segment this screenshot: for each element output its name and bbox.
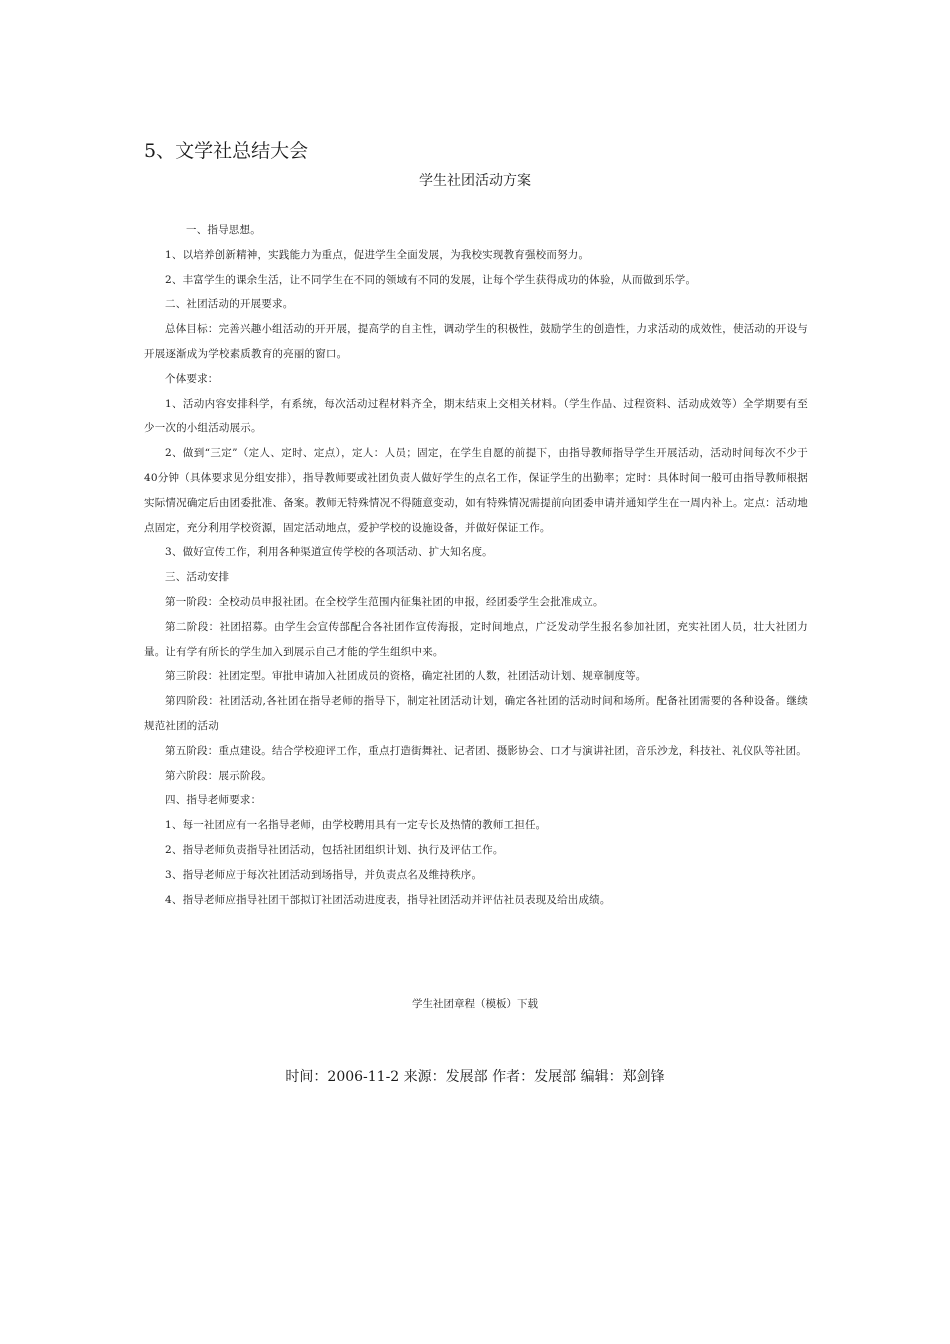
article-meta xyxy=(0,1067,950,1087)
meta-time: 时间：2006-11-2 xyxy=(285,1069,400,1085)
section-heading-requirements: 二、社团活动的开展要求。 xyxy=(165,298,294,311)
paragraph: 第一阶段：全校动员申报社团。在全校学生范围内征集社团的申报，经团委学生会批准成立。 xyxy=(165,595,604,608)
section-heading-teacher-requirements: 四、指导老师要求： xyxy=(165,794,262,807)
paragraph: 总体目标：完善兴趣小组活动的开开展，提高学的自主性，调动学生的积极性，鼓励学生的创造性，力求活动的成效性，使活动的开设与开展逐渐成为学校素质教育的亮丽的窗口。 xyxy=(144,323,808,360)
paragraph: 第三阶段：社团定型。审批申请加入社团成员的资格，确定社团的人数，社团活动计划、规章制度等。 xyxy=(165,670,647,683)
paragraph: 第五阶段：重点建设。结合学校迎评工作，重点打造街舞社、记者团、摄影协会、口才与演讲社团，音乐沙龙，科技社、礼仪队等社团。 xyxy=(165,744,807,757)
paragraph: 2、做到“三定”（定人、定时、定点），定人：人员；固定，在学生自愿的前提下，由指导教师指导学生开展活动，活动时间每次不少于40分钟（具体要求见分组安排），指导教师要或社团负责人做好学生的点名工作，保证学生的出勤率；定时：具体时间一般可由指导教师根据实际情况确定后由团委批准、备案。教师无特殊情况不得随意变动，如有特殊情况需提前向团委申请并通知学生在一周内补上。定点：活动地点固定，充分利用学校资源，固定活动地点，爱护学校的设施设备，并做好保证工作。 xyxy=(144,447,808,534)
paragraph: 1、每一社团应有一名指导老师，由学校聘用具有一定专长及热情的教师工担任。 xyxy=(165,819,547,832)
meta-editor: 编辑：郑剑锋 xyxy=(580,1069,665,1085)
section-heading-schedule: 三、活动安排 xyxy=(165,571,230,584)
meta-source: 来源：发展部 xyxy=(403,1069,488,1085)
section-heading: 5、文学社总结大会 xyxy=(144,140,309,162)
paragraph: 3、指导老师应于每次社团活动到场指导，并负责点名及维持秩序。 xyxy=(165,868,483,881)
paragraph: 个体要求： xyxy=(165,372,219,385)
paragraph: 4、指导老师应指导社团干部拟订社团活动进度表，指导社团活动并评估社员表现及给出成绩。 xyxy=(165,893,611,906)
paragraph: 1、活动内容安排科学，有系统，每次活动过程材料齐全，期末结束上交相关材料。（学生作品、过程资料、活动成效等）全学期要有至少一次的小组活动展示。 xyxy=(144,397,808,435)
paragraph: 第六阶段：展示阶段。 xyxy=(165,769,272,782)
download-link[interactable]: 学生社团章程（模板）下载 xyxy=(412,998,538,1010)
paragraph: 3、做好宣传工作，利用各种渠道宣传学校的各项活动、扩大知名度。 xyxy=(165,546,493,559)
section-heading-guiding-ideology: 一、指导思想。 xyxy=(186,224,261,236)
paragraph: 第四阶段：社团活动,各社团在指导老师的指导下，制定社团活动计划，确定各社团的活动时间和场所。配备社团需要的各种设备。继续规范社团的活动 xyxy=(144,695,808,732)
meta-author: 作者：发展部 xyxy=(492,1069,577,1085)
paragraph: 第二阶段：社团招募。由学生会宣传部配合各社团作宣传海报，定时间地点，广泛发动学生报名参加社团，充实社团人员，壮大社团力量。让有学有所长的学生加入到展示自己才能的学生组织中来。 xyxy=(144,620,808,658)
paragraph: 2、指导老师负责指导社团活动，包括社团组织计划、执行及评估工作。 xyxy=(165,843,504,856)
paragraph: 1、以培养创新精神，实践能力为重点，促进学生全面发展，为我校实现教育强校而努力。 xyxy=(165,248,590,261)
document-body xyxy=(144,218,808,912)
document-title: 学生社团活动方案 xyxy=(419,173,531,189)
paragraph: 2、丰富学生的课余生活，让不同学生在不同的领域有不同的发展，让每个学生获得成功的体验，从而做到乐学。 xyxy=(165,273,697,286)
